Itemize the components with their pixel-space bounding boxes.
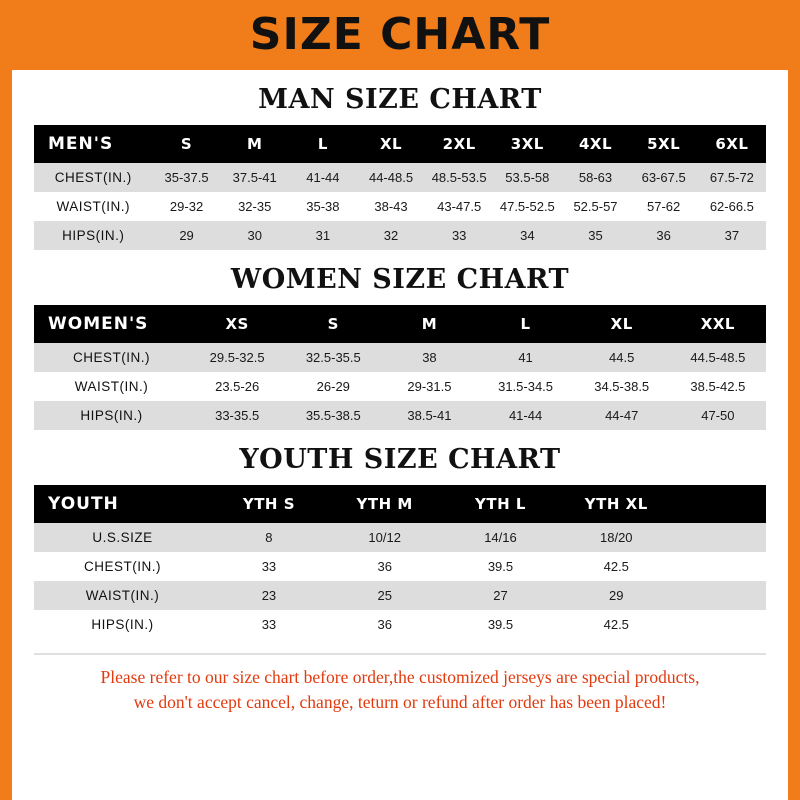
women-row-2-label: HIPS(IN.) <box>34 401 189 430</box>
youth-size-table <box>34 485 766 639</box>
men-r2-c8: 37 <box>698 221 766 250</box>
women-r0-c4: 44.5 <box>574 343 670 372</box>
youth-r2-c0: 23 <box>211 581 327 610</box>
men-r1-c0: 29-32 <box>152 192 220 221</box>
men-col-8: 6XL <box>698 125 766 163</box>
table-row <box>34 523 766 552</box>
table-row <box>34 610 766 639</box>
men-col-3: XL <box>357 125 425 163</box>
men-r1-c5: 47.5-52.5 <box>493 192 561 221</box>
youth-r3-c1: 36 <box>327 610 443 639</box>
women-r0-c5: 44.5-48.5 <box>670 343 766 372</box>
youth-r0-spacer <box>674 523 766 552</box>
table-row <box>34 192 766 221</box>
men-r2-c0: 29 <box>152 221 220 250</box>
table-row <box>34 401 766 430</box>
youth-r2-c1: 25 <box>327 581 443 610</box>
women-r0-c3: 41 <box>478 343 574 372</box>
youth-r3-c0: 33 <box>211 610 327 639</box>
women-r2-c5: 47-50 <box>670 401 766 430</box>
men-r2-c7: 36 <box>630 221 698 250</box>
content-area <box>12 84 788 716</box>
women-r1-c2: 29-31.5 <box>381 372 477 401</box>
women-r2-c2: 38.5-41 <box>381 401 477 430</box>
table-row <box>34 581 766 610</box>
women-r0-c0: 29.5-32.5 <box>189 343 285 372</box>
youth-r1-c0: 33 <box>211 552 327 581</box>
men-row-1-label: WAIST(IN.) <box>34 192 152 221</box>
youth-r1-c1: 36 <box>327 552 443 581</box>
youth-row-3-label: HIPS(IN.) <box>34 610 211 639</box>
table-row <box>34 163 766 192</box>
women-r1-c0: 23.5-26 <box>189 372 285 401</box>
men-r0-c8: 67.5-72 <box>698 163 766 192</box>
women-r2-c3: 41-44 <box>478 401 574 430</box>
men-size-table <box>34 125 766 250</box>
youth-r2-c2: 27 <box>443 581 559 610</box>
section-title-women: WOMEN SIZE CHART <box>230 264 570 295</box>
section-title-youth: YOUTH SIZE CHART <box>239 444 561 475</box>
men-row-2-label: HIPS(IN.) <box>34 221 152 250</box>
men-r1-c7: 57-62 <box>630 192 698 221</box>
men-r0-c6: 58-63 <box>561 163 629 192</box>
men-col-2: L <box>289 125 357 163</box>
table-header-row <box>34 485 766 523</box>
youth-col-1: YTH M <box>327 485 443 523</box>
men-r1-c1: 32-35 <box>221 192 289 221</box>
women-row-0-label: CHEST(IN.) <box>34 343 189 372</box>
women-r2-c0: 33-35.5 <box>189 401 285 430</box>
women-r1-c5: 38.5-42.5 <box>670 372 766 401</box>
youth-r1-spacer <box>674 552 766 581</box>
women-size-table <box>34 305 766 430</box>
women-row-1-label: WAIST(IN.) <box>34 372 189 401</box>
women-r0-c1: 32.5-35.5 <box>285 343 381 372</box>
men-r2-c2: 31 <box>289 221 357 250</box>
men-r2-c6: 35 <box>561 221 629 250</box>
women-col-5: XXL <box>670 305 766 343</box>
youth-col-0: YTH S <box>211 485 327 523</box>
men-r0-c2: 41-44 <box>289 163 357 192</box>
footer-line-2: we don't accept cancel, change, teturn or refund after order has been placed! <box>133 692 667 713</box>
table-header-row <box>34 305 766 343</box>
men-r1-c2: 35-38 <box>289 192 357 221</box>
men-col-6: 4XL <box>561 125 629 163</box>
youth-head-label: YOUTH <box>34 485 211 523</box>
table-row <box>34 552 766 581</box>
section-title-men: MAN SIZE CHART <box>258 84 542 115</box>
women-col-1: S <box>285 305 381 343</box>
men-r1-c8: 62-66.5 <box>698 192 766 221</box>
table-row <box>34 343 766 372</box>
men-r1-c6: 52.5-57 <box>561 192 629 221</box>
table-row <box>34 221 766 250</box>
men-r0-c7: 63-67.5 <box>630 163 698 192</box>
men-head-label: MEN'S <box>34 125 152 163</box>
youth-row-1-label: CHEST(IN.) <box>34 552 211 581</box>
youth-row-2-label: WAIST(IN.) <box>34 581 211 610</box>
women-head-label: WOMEN'S <box>34 305 189 343</box>
youth-col-3: YTH XL <box>558 485 674 523</box>
page-title: SIZE CHART <box>249 9 551 60</box>
women-col-4: XL <box>574 305 670 343</box>
men-r2-c1: 30 <box>221 221 289 250</box>
men-r2-c5: 34 <box>493 221 561 250</box>
youth-col-2: YTH L <box>443 485 559 523</box>
men-col-5: 3XL <box>493 125 561 163</box>
youth-r2-c3: 29 <box>558 581 674 610</box>
youth-r1-c2: 39.5 <box>443 552 559 581</box>
youth-r0-c0: 8 <box>211 523 327 552</box>
women-r2-c1: 35.5-38.5 <box>285 401 381 430</box>
men-r0-c1: 37.5-41 <box>221 163 289 192</box>
men-r2-c3: 32 <box>357 221 425 250</box>
youth-col-spacer <box>674 485 766 523</box>
women-r1-c4: 34.5-38.5 <box>574 372 670 401</box>
men-col-4: 2XL <box>425 125 493 163</box>
women-col-3: L <box>478 305 574 343</box>
men-r0-c4: 48.5-53.5 <box>425 163 493 192</box>
women-r0-c2: 38 <box>381 343 477 372</box>
youth-r0-c1: 10/12 <box>327 523 443 552</box>
women-r2-c4: 44-47 <box>574 401 670 430</box>
men-col-7: 5XL <box>630 125 698 163</box>
women-col-2: M <box>381 305 477 343</box>
men-row-0-label: CHEST(IN.) <box>34 163 152 192</box>
footer-note <box>34 653 766 716</box>
footer-line-1: Please refer to our size chart before order,the customized jerseys are special products, <box>100 667 700 687</box>
youth-r2-spacer <box>674 581 766 610</box>
women-r1-c3: 31.5-34.5 <box>478 372 574 401</box>
women-r1-c1: 26-29 <box>285 372 381 401</box>
youth-r3-c2: 39.5 <box>443 610 559 639</box>
men-r0-c0: 35-37.5 <box>152 163 220 192</box>
youth-r3-c3: 42.5 <box>558 610 674 639</box>
header-band <box>0 0 800 70</box>
men-col-1: M <box>221 125 289 163</box>
youth-r1-c3: 42.5 <box>558 552 674 581</box>
table-header-row <box>34 125 766 163</box>
youth-r3-spacer <box>674 610 766 639</box>
women-col-0: XS <box>189 305 285 343</box>
men-r1-c3: 38-43 <box>357 192 425 221</box>
youth-r0-c2: 14/16 <box>443 523 559 552</box>
men-col-0: S <box>152 125 220 163</box>
table-row <box>34 372 766 401</box>
men-r2-c4: 33 <box>425 221 493 250</box>
men-r0-c3: 44-48.5 <box>357 163 425 192</box>
men-r0-c5: 53.5-58 <box>493 163 561 192</box>
men-r1-c4: 43-47.5 <box>425 192 493 221</box>
youth-r0-c3: 18/20 <box>558 523 674 552</box>
youth-row-0-label: U.S.SIZE <box>34 523 211 552</box>
